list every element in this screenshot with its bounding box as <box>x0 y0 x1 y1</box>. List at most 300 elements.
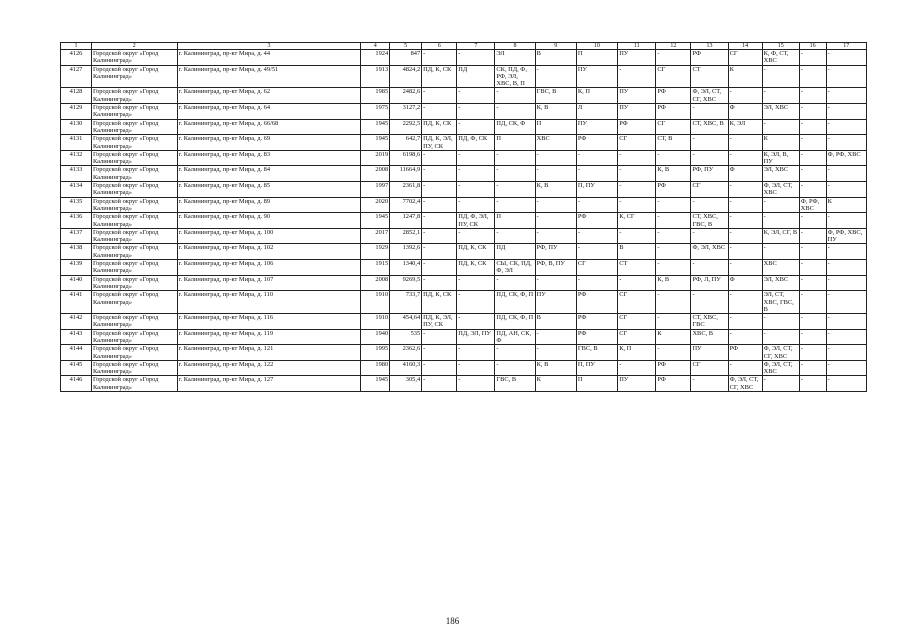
table-cell: - <box>535 65 576 88</box>
table-cell: 4133 <box>61 166 92 182</box>
table-cell: - <box>762 197 799 213</box>
table-cell: - <box>691 260 728 276</box>
table-cell: - <box>728 197 762 213</box>
column-header: 3 <box>177 43 361 50</box>
table-cell: г. Калининград, пр-кт Мира, д. 49/51 <box>177 65 361 88</box>
table-cell: - <box>762 88 799 104</box>
table-cell: 305,4 <box>390 376 422 392</box>
table-cell: - <box>618 228 656 244</box>
table-cell: - <box>576 150 617 166</box>
table-cell: ПД, АН, СК, Ф <box>495 329 535 345</box>
table-cell: - <box>535 329 576 345</box>
column-header: 11 <box>618 43 656 50</box>
table-cell: Ф, ЭЛ, СТ, СГ, ХВС <box>728 376 762 392</box>
table-cell: 2019 <box>361 150 390 166</box>
table-cell: 1915 <box>361 260 390 276</box>
table-cell: - <box>728 135 762 151</box>
table-row <box>61 50 867 66</box>
column-header: 4 <box>361 43 390 50</box>
table-cell: Городской округ «Город Калининград» <box>91 376 177 392</box>
table-cell: - <box>826 291 866 314</box>
table-cell: - <box>535 150 576 166</box>
table-cell: г. Калининград, пр-кт Мира, д. 90 <box>177 213 361 229</box>
table-cell: СГ <box>576 260 617 276</box>
table-cell: ХВС <box>762 260 799 276</box>
table-cell: СТ, ХВС, В <box>691 119 728 135</box>
column-header: 2 <box>91 43 177 50</box>
table-cell: г. Калининград, пр-кт Мира, д. 102 <box>177 244 361 260</box>
table-cell: 3127,2 <box>390 104 422 120</box>
table-cell: г. Калининград, пр-кт Мира, д. 66/68 <box>177 119 361 135</box>
table-cell: 1985 <box>361 88 390 104</box>
table-cell: 1995 <box>361 345 390 361</box>
table-cell: г. Калининград, пр-кт Мира, д. 116 <box>177 314 361 330</box>
table-cell: ПД, СК, Ф <box>495 119 535 135</box>
table-cell: Городской округ «Город Калининград» <box>91 119 177 135</box>
table-cell: - <box>457 376 495 392</box>
table-cell: ПД, Ф, СК <box>457 135 495 151</box>
table-cell: - <box>656 260 691 276</box>
table-cell: 1913 <box>361 65 390 88</box>
table-cell: г. Калининград, пр-кт Мира, д. 85 <box>177 182 361 198</box>
table-cell: - <box>799 314 826 330</box>
table-cell: 1924 <box>361 50 390 66</box>
column-header: 17 <box>826 43 866 50</box>
table-cell: 11664,9 <box>390 166 422 182</box>
table-row <box>61 213 867 229</box>
table-cell: Городской округ «Город Калининград» <box>91 314 177 330</box>
column-header: 14 <box>728 43 762 50</box>
table-cell: К, ЭЛ, В, ПУ <box>762 150 799 166</box>
table-cell: 4127 <box>61 65 92 88</box>
table-cell: ПУ <box>691 345 728 361</box>
table-cell: 4134 <box>61 182 92 198</box>
table-cell: - <box>728 314 762 330</box>
table-cell: 2362,6 <box>390 345 422 361</box>
table-cell: П <box>576 50 617 66</box>
table-cell: - <box>457 166 495 182</box>
table-cell: - <box>422 329 457 345</box>
table-cell: К <box>826 197 866 213</box>
table-cell: П <box>576 376 617 392</box>
table-cell: - <box>691 228 728 244</box>
table-cell: 4139 <box>61 260 92 276</box>
table-cell: - <box>422 376 457 392</box>
table-cell: - <box>457 150 495 166</box>
table-cell: 2017 <box>361 228 390 244</box>
table-cell: ПУ <box>576 119 617 135</box>
table-cell: - <box>799 65 826 88</box>
table-cell: ПУ <box>618 50 656 66</box>
table-cell: - <box>495 197 535 213</box>
table-cell: Ф, ЭЛ, ХВС <box>691 244 728 260</box>
column-header: 1 <box>61 43 92 50</box>
table-cell: Городской округ «Город Калининград» <box>91 135 177 151</box>
table-cell: Городской округ «Город Калининград» <box>91 228 177 244</box>
table-cell: РФ <box>576 329 617 345</box>
table-cell: ПД, СК, Ф, П <box>495 291 535 314</box>
table-row <box>61 275 867 291</box>
table-cell: - <box>799 213 826 229</box>
table-cell: - <box>656 345 691 361</box>
table-cell: Городской округ «Город Калининград» <box>91 244 177 260</box>
table-cell: ЭЛ <box>495 50 535 66</box>
table-cell: СГ <box>618 135 656 151</box>
table-cell: - <box>762 119 799 135</box>
table-cell: 1910 <box>361 291 390 314</box>
table-cell: СТ <box>691 65 728 88</box>
table-cell: - <box>826 376 866 392</box>
table-cell: - <box>799 260 826 276</box>
table-cell: К, В <box>535 360 576 376</box>
table-cell: - <box>535 213 576 229</box>
table-cell: РФ <box>576 314 617 330</box>
table-cell: - <box>457 314 495 330</box>
table-cell: 4132 <box>61 150 92 166</box>
table-cell: РФ, ПУ <box>535 244 576 260</box>
table-cell: ЭЛ, СТ, ХВС, ГВС, В <box>762 291 799 314</box>
table-cell: - <box>576 166 617 182</box>
table-cell: - <box>826 166 866 182</box>
table-cell: - <box>762 244 799 260</box>
table-cell: - <box>826 360 866 376</box>
table-cell: 1340,4 <box>390 260 422 276</box>
table-cell: ПД <box>495 244 535 260</box>
table-cell: - <box>656 150 691 166</box>
column-header: 13 <box>691 43 728 50</box>
table-cell: П, ПУ <box>576 182 617 198</box>
table-cell: Ф, РФ, ХВС <box>799 197 826 213</box>
table-cell: - <box>422 104 457 120</box>
table-cell: РФ <box>576 213 617 229</box>
table-cell: - <box>799 376 826 392</box>
table-cell: - <box>762 314 799 330</box>
table-cell: - <box>656 314 691 330</box>
table-row <box>61 150 867 166</box>
table-cell: - <box>728 182 762 198</box>
table-cell: - <box>495 275 535 291</box>
table-cell: - <box>457 104 495 120</box>
table-cell: - <box>422 244 457 260</box>
table-cell: ПД, К, ЭЛ, ПУ, СК <box>422 135 457 151</box>
table-cell: - <box>618 150 656 166</box>
table-cell: ПУ <box>535 291 576 314</box>
table-row <box>61 314 867 330</box>
table-cell: - <box>576 244 617 260</box>
table-cell: - <box>535 345 576 361</box>
table-cell: - <box>422 228 457 244</box>
table-cell: РФ, Л, ПУ <box>691 275 728 291</box>
table-cell: 1392,6 <box>390 244 422 260</box>
table-cell: - <box>422 213 457 229</box>
table-cell: ПД, СК, Ф, П <box>495 314 535 330</box>
table-cell: - <box>799 182 826 198</box>
table-cell: - <box>422 150 457 166</box>
table-row <box>61 376 867 392</box>
table-cell: г. Калининград, пр-кт Мира, д. 62 <box>177 88 361 104</box>
table-cell: Городской округ «Город Калининград» <box>91 329 177 345</box>
table-cell: РФ <box>728 345 762 361</box>
table-cell: 4135 <box>61 197 92 213</box>
table-row <box>61 119 867 135</box>
table-cell: К, СГ <box>618 213 656 229</box>
table-cell: Городской округ «Город Калининград» <box>91 197 177 213</box>
table-cell: - <box>656 244 691 260</box>
table-cell: - <box>799 88 826 104</box>
table-cell: - <box>691 104 728 120</box>
table-cell: - <box>826 182 866 198</box>
table-cell: г. Калининград, пр-кт Мира, д. 83 <box>177 150 361 166</box>
table-cell: - <box>576 275 617 291</box>
table-cell: - <box>618 360 656 376</box>
table-cell: - <box>826 329 866 345</box>
column-header: 12 <box>656 43 691 50</box>
table-cell: К, В <box>656 166 691 182</box>
table-cell: - <box>535 197 576 213</box>
table-row <box>61 291 867 314</box>
table-cell: - <box>495 88 535 104</box>
table-cell: - <box>618 65 656 88</box>
table-cell: 1997 <box>361 182 390 198</box>
table-cell: - <box>691 291 728 314</box>
table-cell: - <box>457 119 495 135</box>
table-cell: 4138 <box>61 244 92 260</box>
table-cell: ПД, К, СК <box>422 65 457 88</box>
table-cell: Городской округ «Город Калининград» <box>91 260 177 276</box>
column-header: 7 <box>457 43 495 50</box>
table-cell: Городской округ «Город Калининград» <box>91 150 177 166</box>
table-cell: В <box>535 50 576 66</box>
page-number: 186 <box>445 616 460 626</box>
table-cell: РФ, ПУ <box>691 166 728 182</box>
table-cell: ХВС, В <box>691 329 728 345</box>
table-cell: - <box>826 275 866 291</box>
table-cell: г. Калининград, пр-кт Мира, д. 69 <box>177 135 361 151</box>
table-cell: 4130 <box>61 119 92 135</box>
table-cell: Ф, РФ, ХВС <box>826 150 866 166</box>
table-cell: - <box>422 360 457 376</box>
table-cell: - <box>422 345 457 361</box>
column-header: 15 <box>762 43 799 50</box>
table-cell: - <box>457 50 495 66</box>
table-cell: Ф, ЭЛ, СТ, СГ, ХВС <box>762 345 799 361</box>
table-cell: 4160,3 <box>390 360 422 376</box>
table-cell: - <box>535 275 576 291</box>
table-cell: РФ <box>656 360 691 376</box>
table-cell: - <box>618 182 656 198</box>
table-cell: П <box>535 119 576 135</box>
table-cell: ГВС, В <box>576 345 617 361</box>
table-cell: СГ <box>618 291 656 314</box>
table-cell: 1975 <box>361 104 390 120</box>
table-cell: 1247,8 <box>390 213 422 229</box>
table-cell: 4126 <box>61 50 92 66</box>
table-cell: - <box>799 291 826 314</box>
table-cell: 2020 <box>361 197 390 213</box>
table-cell: - <box>728 88 762 104</box>
table-cell: ПУ <box>576 65 617 88</box>
table-cell: - <box>826 88 866 104</box>
table-row <box>61 182 867 198</box>
table-cell: ЭЛ, ХВС <box>762 104 799 120</box>
table-row <box>61 360 867 376</box>
table-row <box>61 166 867 182</box>
table-cell: - <box>799 345 826 361</box>
table-cell: - <box>799 50 826 66</box>
table-cell: Городской округ «Город Калининград» <box>91 360 177 376</box>
table-cell: 2482,6 <box>390 88 422 104</box>
table-cell: - <box>799 228 826 244</box>
column-header: 16 <box>799 43 826 50</box>
table-cell: - <box>799 275 826 291</box>
table-cell: 2361,8 <box>390 182 422 198</box>
table-cell: - <box>691 376 728 392</box>
table-cell: Городской округ «Город Калининград» <box>91 65 177 88</box>
table-cell: Городской округ «Город Калининград» <box>91 182 177 198</box>
table-cell: - <box>422 166 457 182</box>
table-cell: ПД, К, СК <box>422 291 457 314</box>
table-cell: - <box>422 50 457 66</box>
table-row <box>61 244 867 260</box>
table-cell: СЫ, СК, ПД, Ф, ЭЛ <box>495 260 535 276</box>
table-cell: В <box>618 244 656 260</box>
table-cell: - <box>457 345 495 361</box>
table-cell: - <box>656 228 691 244</box>
table-cell: ХВС <box>535 135 576 151</box>
table-cell: 2008 <box>361 275 390 291</box>
table-cell: - <box>799 135 826 151</box>
table-cell: 4140 <box>61 275 92 291</box>
table-cell: - <box>826 314 866 330</box>
table-cell: - <box>495 166 535 182</box>
table-cell: 1929 <box>361 244 390 260</box>
table-cell: Л <box>576 104 617 120</box>
table-cell: Ф, ЭЛ, СТ, ХВС <box>762 182 799 198</box>
table-cell: РФ, В, ПУ <box>535 260 576 276</box>
table-cell: СГ <box>618 314 656 330</box>
table-cell: ГВС, В <box>495 376 535 392</box>
table-cell: Ф <box>728 275 762 291</box>
table-cell: - <box>618 197 656 213</box>
table-cell: В <box>535 314 576 330</box>
table-cell: К, ЭЛ, СГ, В <box>762 228 799 244</box>
table-cell: - <box>826 345 866 361</box>
table-cell: - <box>422 260 457 276</box>
table-cell: СГ <box>656 119 691 135</box>
table-cell: - <box>618 166 656 182</box>
table-cell: ЭЛ, ХВС <box>762 275 799 291</box>
table-cell: Ф, ЭЛ, СТ, СГ, ХВС <box>691 88 728 104</box>
table-cell: - <box>656 197 691 213</box>
table-cell: Городской округ «Город Калининград» <box>91 88 177 104</box>
table-row <box>61 135 867 151</box>
table-cell: Городской округ «Город Калининград» <box>91 166 177 182</box>
table-row <box>61 65 867 88</box>
table-cell: - <box>495 228 535 244</box>
table-cell: 535 <box>390 329 422 345</box>
table-cell: г. Калининград, пр-кт Мира, д. 106 <box>177 260 361 276</box>
table-cell: - <box>826 260 866 276</box>
table-cell: ПД <box>457 65 495 88</box>
table-cell: - <box>457 88 495 104</box>
table-cell: СТ, ХВС, ГВС, В <box>691 213 728 229</box>
table-cell: К <box>535 376 576 392</box>
table-cell: К, В <box>535 182 576 198</box>
table-cell: г. Калининград, пр-кт Мира, д. 110 <box>177 291 361 314</box>
table-cell: РФ <box>656 104 691 120</box>
table-cell: 4824,2 <box>390 65 422 88</box>
table-cell: - <box>535 228 576 244</box>
table-cell: 4146 <box>61 376 92 392</box>
table-cell: Ф <box>728 104 762 120</box>
table-cell: - <box>576 197 617 213</box>
table-cell: 733,7 <box>390 291 422 314</box>
table-cell: СТ <box>618 260 656 276</box>
table-cell: - <box>457 275 495 291</box>
table-cell: 1945 <box>361 213 390 229</box>
table-cell: - <box>799 244 826 260</box>
table-cell: ПД, К, СК <box>457 260 495 276</box>
table-cell: 4143 <box>61 329 92 345</box>
table-row <box>61 88 867 104</box>
table-cell: 4142 <box>61 314 92 330</box>
table-cell: П, ПУ <box>576 360 617 376</box>
table-cell: - <box>422 88 457 104</box>
table-cell: К, П <box>618 345 656 361</box>
table-cell: - <box>728 360 762 376</box>
column-header: 6 <box>422 43 457 50</box>
column-header: 5 <box>390 43 422 50</box>
table-cell: - <box>495 182 535 198</box>
table-cell: - <box>826 244 866 260</box>
table-cell: 1945 <box>361 135 390 151</box>
table-cell: П <box>495 213 535 229</box>
table-cell: - <box>762 376 799 392</box>
table-cell: 7702,4 <box>390 197 422 213</box>
table-cell: К <box>656 329 691 345</box>
table-cell: К, Ф, СТ, ХВС <box>762 50 799 66</box>
table-cell: - <box>826 119 866 135</box>
table-cell: г. Калининград, пр-кт Мира, д. 64 <box>177 104 361 120</box>
table-row <box>61 345 867 361</box>
table-cell: 1945 <box>361 376 390 392</box>
table-cell: СГ <box>656 65 691 88</box>
table-cell: РФ <box>576 291 617 314</box>
table-cell: ПУ <box>618 376 656 392</box>
table-cell: П <box>495 135 535 151</box>
table-cell: г. Калининград, пр-кт Мира, д. 127 <box>177 376 361 392</box>
table-cell: - <box>728 329 762 345</box>
table-cell: СТ, ХВС, ГВС <box>691 314 728 330</box>
table-cell: - <box>691 197 728 213</box>
table-cell: 1980 <box>361 360 390 376</box>
table-cell: - <box>457 228 495 244</box>
table-cell: СГ <box>618 329 656 345</box>
table-cell: - <box>799 329 826 345</box>
table-cell: РФ <box>656 88 691 104</box>
table-cell: Городской округ «Город Калининград» <box>91 213 177 229</box>
table-cell: - <box>457 360 495 376</box>
table-cell: - <box>762 65 799 88</box>
table-cell: К, В <box>656 275 691 291</box>
table-cell: - <box>422 197 457 213</box>
table-cell: СГ <box>691 182 728 198</box>
table-cell: - <box>495 104 535 120</box>
table-cell: 2292,5 <box>390 119 422 135</box>
table-cell: - <box>495 150 535 166</box>
table-cell: ПД, К, ЭЛ, ПУ, СК <box>422 314 457 330</box>
table-cell: СТ, В <box>656 135 691 151</box>
